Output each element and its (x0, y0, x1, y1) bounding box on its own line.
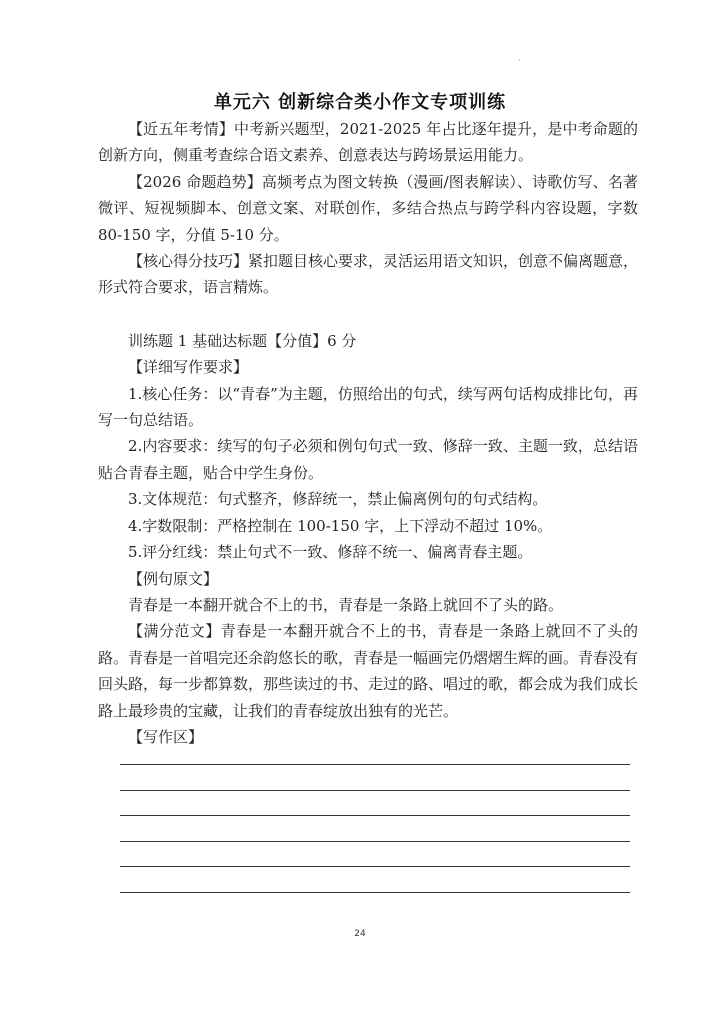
requirement-item: 4.字数限制：严格控制在 100-150 字，上下浮动不超过 10%。 (128, 516, 553, 535)
writing-area-heading: 【写作区】 (128, 727, 204, 746)
writing-area[interactable] (120, 764, 630, 918)
spacer (98, 301, 638, 328)
writing-line[interactable] (120, 841, 630, 842)
page-number: 24 (354, 929, 366, 939)
requirement-item: 1.核心任务：以“青春”为主题，仿照给出的句式，续写两句话构成排比句，再写一句总结语。 (98, 384, 638, 430)
content-body (98, 116, 638, 750)
page-title: 单元六 创新综合类小作文专项训练 (213, 92, 507, 113)
corner-mark: · (518, 56, 521, 65)
requirement-item: 3.文体规范：句式整齐，修辞统一，禁止偏离例句的句式结构。 (128, 490, 548, 509)
writing-line[interactable] (120, 764, 630, 765)
requirement-item: 2.内容要求：续写的句子必须和例句句式一致、修辞一致、主题一致，总结语贴合青春主题，贴合中学生身份。 (98, 437, 638, 482)
example-text: 青春是一本翻开就合不上的书，青春是一条路上就回不了头的路。 (128, 595, 564, 614)
writing-line[interactable] (120, 866, 630, 867)
writing-line[interactable] (120, 892, 630, 893)
model-essay: 【满分范文】青春是一本翻开就合不上的书，青春是一条路上就回不了头的路。青春是一首唱完还余韵悠长的歌，青春是一幅画完仍熠熠生辉的画。青春没有回头路，每一步都算数，那些读过的书、走过的路、唱过的歌，都会成为我们成长路上最珍贵的宝藏，让我们的青春绽放出独有的光芒。 (98, 622, 639, 720)
example-heading: 【例句原文】 (128, 569, 219, 588)
requirements-heading: 【详细写作要求】 (128, 358, 249, 377)
task-heading: 训练题 1 基础达标题【分值】6 分 (128, 331, 357, 350)
intro-exam-situation: 【近五年考情】中考新兴题型，2021-2025 年占比逐年提升，是中考命题的创新方向，侧重考查综合语文素养、创意表达与跨场景运用能力。 (98, 120, 638, 165)
writing-line[interactable] (120, 815, 630, 816)
intro-tips: 【核心得分技巧】紧扣题目核心要求，灵活运用语文知识，创意不偏离题意，形式符合要求，语言精炼。 (98, 252, 639, 297)
requirement-item: 5.评分红线：禁止句式不一致、修辞不统一、偏离青春主题。 (128, 543, 533, 562)
intro-trend: 【2026 命题趋势】高频考点为图文转换（漫画/图表解读）、诗歌仿写、名著微评、短视频脚本、创意文案、对联创作，多结合热点与跨学科内容设题，字数 80-150 字，分值 5-10 分。 (98, 172, 638, 244)
writing-line[interactable] (120, 790, 630, 791)
